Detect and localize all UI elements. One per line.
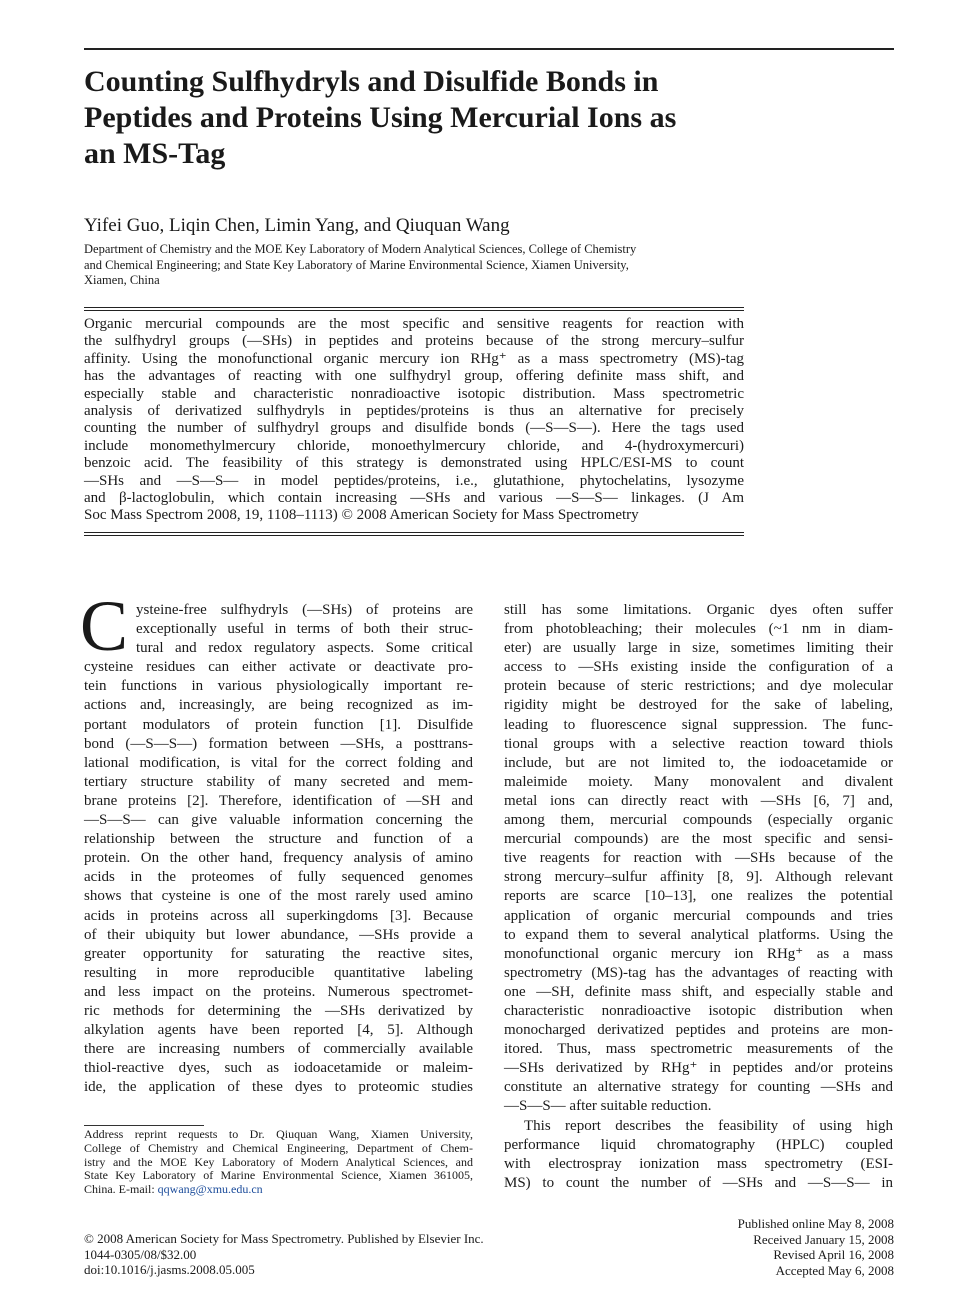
body-line: ric methods for determining the —SHs derivatized by xyxy=(84,1002,473,1019)
body-line: itored. Thus, mass spectrometric measurements of the xyxy=(504,1041,893,1058)
body-line: mercurial compounds) are the most specific and sensi- xyxy=(504,831,893,848)
body-line: eter) are usually large in size, sometimes limiting their xyxy=(504,640,893,657)
affiliation-line: and Chemical Engineering; and State Key Laboratory of Marine Environmental Science, Xiamen University, xyxy=(84,257,629,272)
body-line: there are increasing numbers of commercially available xyxy=(84,1041,473,1058)
body-line: relationship between the structure and function of a xyxy=(84,831,473,848)
body-line: to expand them to several analytical platforms. Using the xyxy=(504,926,893,943)
footnote xyxy=(84,1128,473,1197)
body-line: exceptionally useful in terms of both their struc- xyxy=(136,621,473,638)
footer-dates xyxy=(738,1216,894,1278)
body-line: performance liquid chromatography (HPLC) coupled xyxy=(504,1136,893,1153)
affiliation-line: Xiamen, China xyxy=(84,273,160,287)
title-line: Counting Sulfhydryls and Disulfide Bonds in xyxy=(84,65,659,98)
footer-copyright xyxy=(84,1231,484,1278)
abstract-top-rule-2 xyxy=(84,310,744,311)
body-line: —S—S— after suitable reduction. xyxy=(504,1098,712,1115)
body-line: among them, mercurial compounds (especially organic xyxy=(504,812,893,829)
body-line: bond (—S—S—) formation between —SHs, a posttrans- xyxy=(84,735,473,752)
body-line: of their ubiquity but lower abundance, —SHs provide a xyxy=(84,926,473,943)
footnote-email-line xyxy=(84,1183,473,1197)
body-line: MS) to count the number of —SHs and —S—S— in xyxy=(504,1174,893,1191)
body-line: leading to fluorescence signal suppression. The func- xyxy=(504,716,893,733)
body-line: tive reagents for reaction with —SHs because of the xyxy=(504,850,893,867)
body-line: monofunctional organic mercury ion RHg⁺ as a mass xyxy=(504,945,893,962)
body-line: This report describes the feasibility of using high xyxy=(524,1117,893,1134)
body-line: still has some limitations. Organic dyes often suffer xyxy=(504,602,893,618)
body-line: monocharged derivatized peptides and proteins are mon- xyxy=(504,1022,893,1039)
body-line: acids in the proteomes of fully sequenced genomes xyxy=(84,869,473,886)
body-line: application of organic mercurial compounds and tries xyxy=(504,907,893,924)
body-line: protein because of steric restrictions; and dye molecular xyxy=(504,678,893,695)
abstract-bottom-rule xyxy=(84,532,744,533)
body-line: characteristic nonradioactive isotopic distribution when xyxy=(504,1002,893,1019)
revised-date: Revised April 16, 2008 xyxy=(773,1247,894,1262)
body-line: one —SH, definite mass shift, and especially stable and xyxy=(504,983,893,1000)
abstract-line: benzoic acid. The feasibility of this strategy is demonstrated using HPLC/ESI-MS to count xyxy=(84,455,744,472)
abstract-line: counting the number of sulfhydryl groups and disulfide bonds (—S—S—). Here the tags used xyxy=(84,420,744,437)
body-line: resulting in more reproducible quantitative labeling xyxy=(84,964,473,981)
doi-line: doi:10.1016/j.jasms.2008.05.005 xyxy=(84,1262,255,1277)
abstract-line: Soc Mass Spectrom 2008, 19, 1108–1113) © 2008 American Society for Mass Spectrometry xyxy=(84,507,639,524)
abstract xyxy=(84,316,744,525)
body-line: constitute an alternative strategy for counting —SHs and xyxy=(504,1079,893,1096)
abstract-line: and β-lactoglobulin, which contain increasing —SHs and various —S—S— linkages. (J Am xyxy=(84,490,744,507)
abstract-line: Organic mercurial compounds are the most specific and sensitive reagents for reaction with xyxy=(84,316,744,332)
body-line: tein functions in various physiologically important re- xyxy=(84,678,473,695)
body-line: alkylation agents have been reported [4, 5]. Although xyxy=(84,1022,473,1039)
body-line: portant modulators of protein function [1]. Disulfide xyxy=(84,716,473,733)
body-line: strong mercury–sulfur affinity [8, 9]. Although relevant xyxy=(504,869,893,886)
abstract-line: has the advantages of reacting with one sulfhydryl group, offering definite mass shift, and xyxy=(84,368,744,385)
top-rule xyxy=(84,48,894,50)
published-date: Published online May 8, 2008 xyxy=(737,1216,894,1231)
body-line: tional groups with a selective reaction toward thiols xyxy=(504,735,893,752)
body-line: tural and redox regulatory aspects. Some critical xyxy=(136,640,473,657)
body-line: tertiary structure stability of many secreted and mem- xyxy=(84,773,473,790)
abstract-line: —SHs and —S—S— in model peptides/proteins, i.e., glutathione, phytochelatins, lysozyme xyxy=(84,472,744,489)
abstract-line: especially stable and characteristic nonradioactive isotopic distribution. Mass spectrometric xyxy=(84,385,744,402)
body-line: include, but are not limited to, the iodoacetamide or xyxy=(504,754,893,771)
body-line: greater opportunity for saturating the reactive sites, xyxy=(84,945,473,962)
affiliation-line: Department of Chemistry and the MOE Key Laboratory of Modern Analytical Sciences, College of Chemistry xyxy=(84,242,637,256)
abstract-line: the sulfhydryl groups (—SHs) in peptides and proteins because of the strong mercury–sulfur xyxy=(84,333,744,350)
body-line: rigidity might be destroyed for the sake of labeling, xyxy=(504,697,893,714)
abstract-top-rule xyxy=(84,307,744,308)
body-line: maleimide moiety. Many monovalent and divalent xyxy=(504,773,893,790)
body-line: with electrospray ionization mass spectrometry (ESI- xyxy=(504,1155,893,1172)
abstract-bottom-rule-2 xyxy=(84,535,744,536)
email-prefix: China. E-mail: xyxy=(84,1182,158,1197)
email-link[interactable]: qqwang@xmu.edu.cn xyxy=(157,1182,263,1197)
body-line: protein. On the other hand, frequency analysis of amino xyxy=(84,850,473,867)
paper-title xyxy=(84,64,864,172)
title-line: an MS-Tag xyxy=(84,137,226,170)
title-line: Peptides and Proteins Using Mercurial Ions as xyxy=(84,101,677,134)
body-line: acids in proteins across all superkingdoms [3]. Because xyxy=(84,907,473,924)
footnote-line: State Key Laboratory of Marine Environmental Science, Xiamen 361005, xyxy=(84,1168,473,1183)
abstract-line: analysis of derivatized sulfhydryls in peptides/proteins is thus an alternative for precisely xyxy=(84,403,744,420)
body-line: and less impact on the proteins. Numerous spectromet- xyxy=(84,983,473,1000)
body-line: brane proteins [2]. Therefore, identification of —SH and xyxy=(84,792,473,809)
abstract-line: affinity. Using the monofunctional organic mercury ion RHg⁺ as a mass spectrometry (MS)-tag xyxy=(84,350,744,367)
body-line: cysteine residues can either activate or deactivate pro- xyxy=(84,659,473,676)
body-line: shows that cysteine is one of the most rarely used amino xyxy=(84,888,473,905)
issn-line: 1044-0305/08/$32.00 xyxy=(84,1246,197,1262)
copyright-line: © 2008 American Society for Mass Spectrometry. Published by Elsevier Inc. xyxy=(84,1231,484,1246)
body-line: actions and, increasingly, are being recognized as im- xyxy=(84,697,473,714)
accepted-date: Accepted May 6, 2008 xyxy=(775,1262,894,1278)
body-line: access to —SHs existing inside the configuration of a xyxy=(504,659,893,676)
received-date: Received January 15, 2008 xyxy=(753,1231,894,1247)
body-line: thiol-reactive dyes, such as iodoacetamide or maleim- xyxy=(84,1060,473,1077)
left-column xyxy=(84,601,473,1097)
abstract-line: include monomethylmercury chloride, monoethylmercury chloride, and 4-(hydroxymercuri) xyxy=(84,437,744,454)
body-line: metal ions can directly react with —SHs [6, 7] and, xyxy=(504,792,893,809)
footnote-rule xyxy=(84,1125,204,1126)
body-line: —S—S— can give valuable information concerning the xyxy=(84,812,473,829)
body-line: from photobleaching; their molecules (~1 nm in diam- xyxy=(504,621,893,638)
authors: Yifei Guo, Liqin Chen, Limin Yang, and Qiuquan Wang xyxy=(84,215,510,236)
affiliation xyxy=(84,242,636,289)
body-line: ysteine-free sulfhydryls (—SHs) of proteins are xyxy=(136,602,473,618)
body-line: ide, the application of these dyes to proteomic studies xyxy=(84,1079,473,1096)
footnote-line: College of Chemistry and Chemical Engineering, Department of Chem- xyxy=(84,1140,473,1155)
right-column xyxy=(504,601,893,1193)
drop-cap: C xyxy=(80,586,129,666)
body-line: spectrometry (MS)-tag has the advantages of reacting with xyxy=(504,964,893,981)
footnote-line: Address reprint requests to Dr. Qiuquan Wang, Xiamen University, xyxy=(84,1127,473,1141)
footnote-line: istry and the MOE Key Laboratory of Modern Analytical Sciences, and xyxy=(84,1154,473,1169)
body-line: —SHs derivatized by RHg⁺ in peptides and/or proteins xyxy=(504,1060,893,1077)
body-line: lational modification, is vital for the correct folding and xyxy=(84,754,473,771)
body-line: reports are scarce [10–13], one realizes the potential xyxy=(504,888,893,905)
